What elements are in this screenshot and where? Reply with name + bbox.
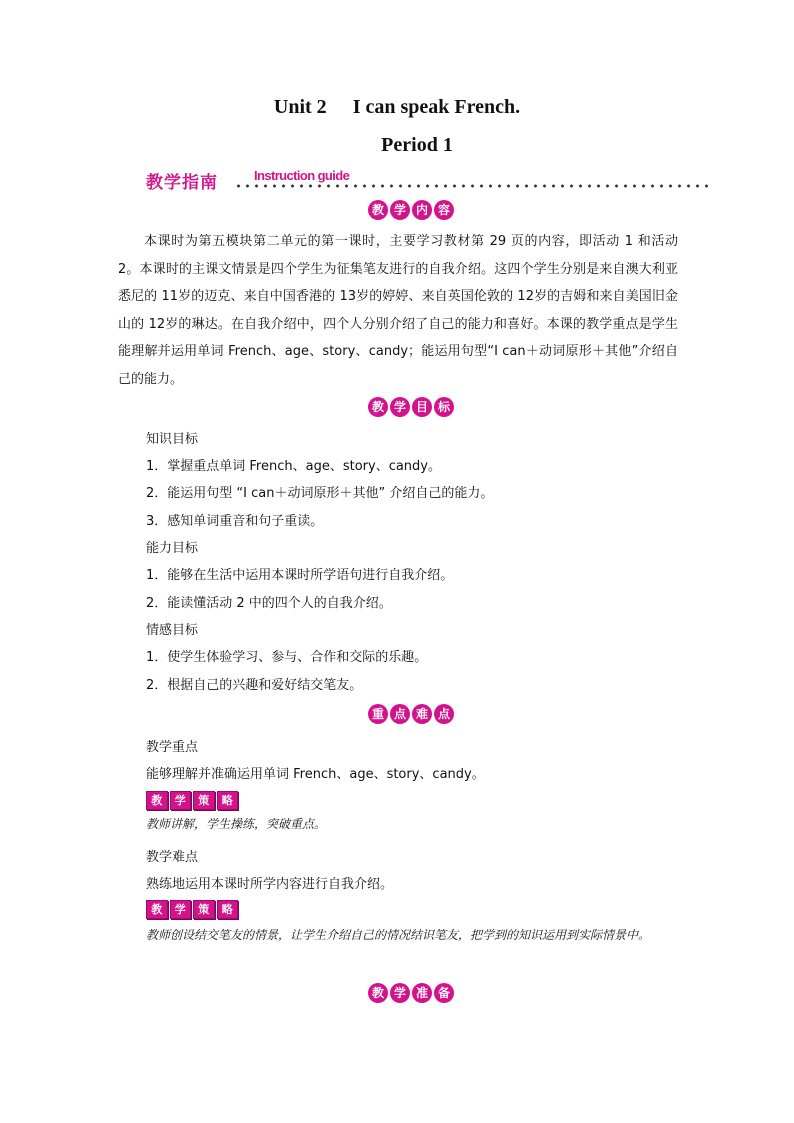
focus-title: 教学重点 [146, 740, 199, 755]
emotion-goal-item: 2．根据自己的兴趣和爱好结交笔友。 [146, 678, 363, 693]
difficulty-text: 熟练地运用本课时所学内容进行自我介绍。 [146, 877, 394, 892]
unit-number: Unit 2 [273, 96, 327, 118]
ability-goal-item: 2．能读懂活动 2 中的四个人的自我介绍。 [146, 596, 392, 611]
section-badge-keypoints: 重 点 难 点 [364, 703, 458, 725]
focus-strategy-text: 教师讲解，学生操练，突破重点。 [146, 817, 327, 831]
section-badge-goals: 教 学 目 标 [364, 396, 458, 418]
period-title: Period 1 [381, 134, 453, 156]
intro-paragraph: 本课时为第五模块第二单元的第一课时，主要学习教材第 29 页的内容，即活动 1 和活动 2。本课时的主课文情景是四个学生为征集笔友进行的自我介绍。这四个学生分别是来自澳大利亚悉尼的 11岁的迈克、来自中国香港的 13岁的婷婷、来自英国伦敦的 12岁的吉姆和来自美国旧金山的 12岁的琳达。在自我介绍中，四个人分别介绍了自己的能力和喜好。本课的教学重点是学生能理解并运用单词 French、age、story、candy；能运用句型“I can＋动词原形＋其他”介绍自己的能力。 [118, 234, 678, 387]
knowledge-goal-item: 1．掌握重点单词 French、age、story、candy。 [146, 459, 441, 474]
guide-title-en: Instruction guide [254, 168, 350, 183]
section-badge-prep: 教 学 准 备 [364, 982, 458, 1004]
knowledge-goal-item: 2．能运用句型 “I can＋动词原形＋其他” 介绍自己的能力。 [146, 486, 494, 501]
strategy-label: 教 学 策 略 [146, 791, 238, 809]
knowledge-goals-title: 知识目标 [146, 432, 199, 447]
emotion-goals-title: 情感目标 [146, 623, 199, 638]
knowledge-goal-item: 3．感知单词重音和句子重读。 [146, 514, 324, 529]
emotion-goal-item: 1．使学生体验学习、参与、合作和交际的乐趣。 [146, 650, 428, 665]
unit-sentence: I can speak French. [352, 96, 521, 118]
difficulty-title: 教学难点 [146, 850, 199, 865]
strategy-label: 教 学 策 略 [146, 900, 238, 918]
difficulty-strategy-text: 教师创设结交笔友的情景，让学生介绍自己的情况结识笔友，把学到的知识运用到实际情景中。 [146, 928, 651, 942]
ability-goals-title: 能力目标 [146, 541, 199, 556]
dotted-divider [234, 184, 712, 188]
guide-title-cn: 教学指南 [146, 173, 218, 193]
ability-goal-item: 1．能够在生活中运用本课时所学语句进行自我介绍。 [146, 568, 454, 583]
unit-title [0, 96, 794, 119]
section-badge-content: 教 学 内 容 [364, 199, 458, 221]
focus-text: 能够理解并准确运用单词 French、age、story、candy。 [146, 767, 485, 782]
instruction-guide-header [146, 166, 712, 192]
